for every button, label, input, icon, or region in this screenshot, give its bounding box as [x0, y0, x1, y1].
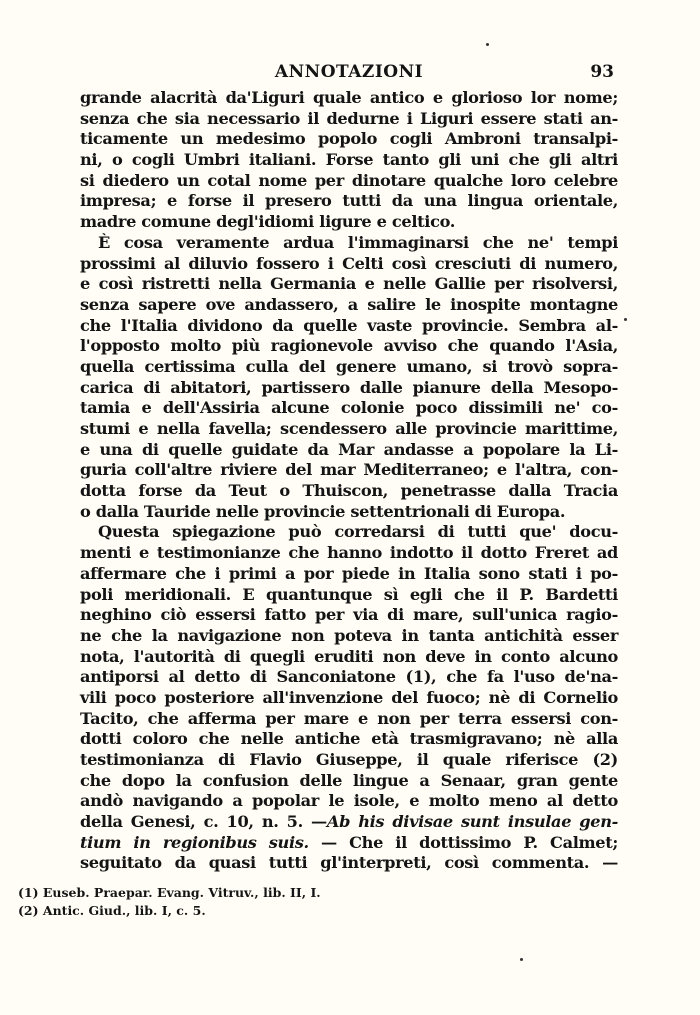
paper-speck: [486, 43, 489, 46]
text-line: si diedero un cotal nome per dinotare qualche loro celebre: [80, 170, 618, 190]
text-line: quella certissima culla del genere umano, si trovò sopra-: [80, 356, 618, 376]
text-line: ni, o cogli Umbri italiani. Forse tanto gli uni che gli altri: [80, 150, 618, 170]
running-title: ANNOTAZIONI: [274, 62, 424, 82]
text-line: poli meridionali. E quantunque sì egli che il P. Bardetti: [80, 584, 618, 604]
text-line: Questa spiegazione può corredarsi di tutti que' docu-: [98, 522, 618, 542]
text-line: e una di quelle guidate da Mar andasse a popolare la Li-: [80, 439, 618, 459]
text-line: o dalla Tauride nelle provincie settentrionali di Europa.: [80, 501, 566, 521]
text-line: Tacito, che afferma per mare e non per terra essersi con-: [80, 708, 618, 728]
italic-quote-end: tium in regionibus suis.: [80, 832, 309, 852]
footnote: (1) Euseb. Praepar. Evang. Vitruv., lib. II, I.: [18, 885, 321, 900]
text-line-with-quote: [80, 812, 618, 833]
text-line: neghino ciò essersi fatto per via di mare, sull'unica ragio-: [80, 605, 618, 625]
body-text: [80, 88, 618, 874]
text-line: testimonianza di Flavio Giuseppe, il quale riferisce (2): [80, 750, 618, 769]
text-line: seguitato da quasi tutti gl'interpreti, così commenta. —: [80, 853, 618, 873]
text-line: che l'Italia dividono da quelle vaste provincie. Sembra al-: [80, 315, 618, 335]
text-line: impresa; e forse il presero tutti da una lingua orientale,: [80, 191, 618, 211]
text-line: l'opposto molto più ragionevole avviso che quando l'Asia,: [80, 336, 618, 356]
text-line: vili poco posteriore all'invenzione del fuoco; nè di Cornelio: [80, 687, 618, 707]
text-line: stumi e nella favella; scendessero alle provincie marittime,: [80, 419, 618, 438]
text-line-lead: della Genesi, c. 10, n. 5. —: [80, 812, 327, 832]
footnote: (2) Antic. Giud., lib. I, c. 5.: [18, 903, 206, 918]
text-line: menti e testimonianze che hanno indotto il dotto Freret ad: [80, 543, 618, 563]
text-line: che dopo la confusion delle lingue a Senaar, gran gente: [80, 770, 618, 790]
book-page: [80, 58, 618, 874]
footnotes: [18, 884, 518, 920]
text-line: prossimi al diluvio fossero i Celti così cresciuti di numero,: [80, 253, 618, 273]
text-line: andò navigando a popolar le isole, e molto meno al detto: [80, 791, 618, 811]
text-line: carica di abitatori, partissero dalle pianure della Mesopo-: [80, 377, 618, 397]
text-line: senza che sia necessario il dedurne i Liguri essere stati an-: [80, 108, 618, 128]
text-line: madre comune degl'idiomi ligure e celtico.: [80, 212, 456, 232]
running-head: [80, 58, 618, 88]
text-line-with-quote: [80, 833, 618, 854]
italic-quote-start: Ab his divisae sunt insulae gen-: [326, 812, 618, 832]
text-line: tamia e dell'Assiria alcune colonie poco dissimili ne' co-: [80, 398, 618, 418]
text-line: ticamente un medesimo popolo cogli Ambroni transalpi-: [80, 129, 618, 149]
text-line: ne che la navigazione non poteva in tanta antichità esser: [80, 625, 618, 645]
text-line: dotta forse da Teut o Thuiscon, penetrasse dalla Tracia: [80, 481, 618, 501]
page-number: 93: [590, 62, 614, 82]
text-line: nota, l'autorità di quegli eruditi non deve in conto alcuno: [80, 646, 618, 666]
text-line: affermare che i primi a por piede in Italia sono stati i po-: [80, 563, 618, 583]
text-line-tail: — Che il dottissimo P. Calmet;: [308, 832, 618, 852]
text-line: guria coll'altre riviere del mar Mediterraneo; e l'altra, con-: [80, 460, 618, 480]
text-line: antiporsi al detto di Sanconiatone (1), che fa l'uso de'na-: [80, 667, 618, 687]
text-line: e così ristretti nella Germania e nelle Gallie per risolversi,: [80, 274, 618, 294]
text-line: dotti coloro che nelle antiche età trasmigravano; nè alla: [80, 729, 618, 749]
text-line: grande alacrità da'Liguri quale antico e glorioso lor nome;: [80, 88, 618, 107]
text-line: È cosa veramente ardua l'immaginarsi che ne' tempi: [98, 232, 618, 252]
paper-speck: [520, 958, 523, 961]
paper-speck: [624, 318, 627, 321]
text-line: senza sapere ove andassero, a salire le inospite montagne: [80, 294, 618, 314]
